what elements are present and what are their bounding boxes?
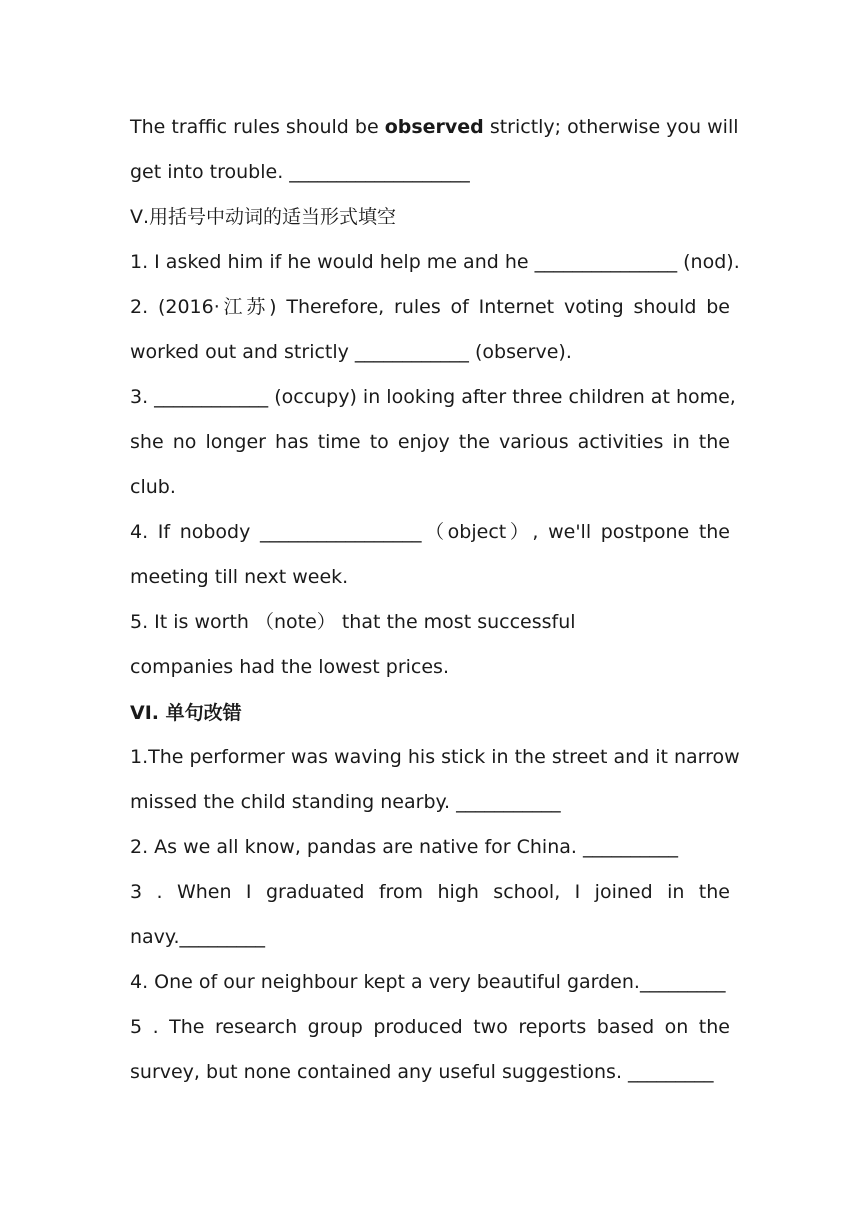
s5-question-1: 1. I asked him if he would help me and he _______________ (nod). [130, 251, 740, 273]
s6-question-5-line-1: 5 . The research group produced two reports based on the [130, 1016, 730, 1038]
s5-question-4-line-1: 4. If nobody _________________（object）, we'll postpone the [130, 521, 730, 543]
s6-question-5-line-2: survey, but none contained any useful suggestions. _________ [130, 1061, 714, 1083]
s6-question-1-line-2: missed the child standing nearby. ___________ [130, 791, 561, 813]
intro-line-2: get into trouble. ___________________ [130, 161, 470, 183]
s5-question-3-line-1: 3. ____________ (occupy) in looking after three children at home, [130, 386, 736, 408]
s5-question-4-line-2: meeting till next week. [130, 566, 349, 588]
intro-text-pre: The traffic rules should be [130, 116, 385, 138]
s5-question-5-line-1: 5. It is worth （note） that the most successful [130, 611, 576, 633]
s5-question-2-line-1: 2. (2016·江苏) Therefore, rules of Internet voting should be [130, 296, 730, 318]
section-6-heading: VI. 单句改错 [130, 702, 242, 724]
s5-question-3-line-3: club. [130, 476, 176, 498]
s6-question-4: 4. One of our neighbour kept a very beautiful garden._________ [130, 971, 726, 993]
s5-question-2-line-2: worked out and strictly ____________ (observe). [130, 341, 572, 363]
s5-question-3-line-2: she no longer has time to enjoy the various activities in the [130, 431, 730, 453]
s5-question-5-line-2: companies had the lowest prices. [130, 656, 449, 678]
intro-bold-word: observed [384, 116, 484, 138]
s6-question-3-line-2: navy._________ [130, 926, 266, 948]
section-5-heading: Ⅴ.用括号中动词的适当形式填空 [130, 206, 397, 228]
s6-question-3-line-1: 3 . When I graduated from high school, I joined in the [130, 881, 730, 903]
intro-text-post: strictly; otherwise you will [483, 116, 739, 138]
s6-question-2: 2. As we all know, pandas are native for China. __________ [130, 836, 678, 858]
intro-line-1 [130, 114, 739, 140]
s6-question-1-line-1: 1.The performer was waving his stick in the street and it narrow [130, 746, 740, 768]
